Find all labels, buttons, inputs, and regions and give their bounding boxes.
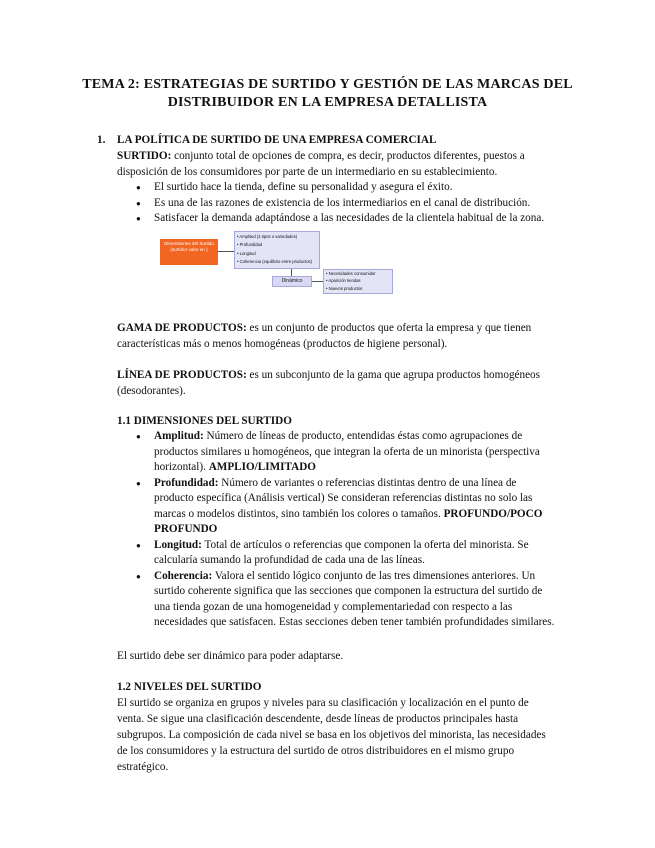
section-1-heading: LA POLÍTICA DE SURTIDO DE UNA EMPRESA COMERCIAL — [117, 134, 437, 146]
surtido-def-line-2: disposición de los consumidores por parte de un intermediario en su establecimiento. — [117, 166, 498, 178]
linea-def-line-1: es un subconjunto de la gama que agrupa productos homogéneos — [246, 369, 541, 381]
list-item: ● Satisfacer la demanda adaptándose a las necesidades de la clientela habitual de la zona. — [117, 211, 597, 227]
surtido-diagram — [160, 231, 395, 295]
longitud-line-1: Total de artículos o referencias que componen la oferta del minorista. Se — [201, 538, 529, 551]
list-item — [117, 569, 587, 631]
document-title — [60, 76, 595, 112]
coherencia-line-3: una tienda gozan de una homogeneidad y complementariedad con respecto a las — [154, 600, 513, 613]
gama-definition — [117, 320, 587, 352]
list-item: • Amplitud (4 tipos o variedades) — [237, 234, 298, 239]
dinamico-note: El surtido debe ser dinámico para poder adaptarse. — [117, 650, 344, 662]
amplitud-term: Amplitud: — [154, 430, 204, 442]
surtido-definition — [117, 148, 577, 180]
linea-def-line-2: (desodorantes). — [117, 385, 186, 397]
list-item — [117, 538, 587, 569]
list-item: • Nuevos productos — [326, 285, 363, 291]
diagram-dinamico-box: Dinámico — [272, 276, 312, 287]
profundidad-line-3: marcas o modelos distintos, sino también los colores o tamaños. — [154, 507, 444, 520]
diagram-orange-box: Dimensiones del Surtido (surtidor valor en ) — [160, 239, 218, 265]
gama-def-line-1: es un conjunto de productos que oferta la empresa y que tienen — [246, 322, 532, 334]
connector-line — [218, 251, 234, 252]
section-1-number: 1. — [97, 134, 106, 146]
title-line-2: DISTRIBUIDOR EN LA EMPRESA DETALLISTA — [167, 95, 488, 110]
amplitud-emphasis: AMPLIO/LIMITADO — [208, 461, 317, 473]
profundidad-emphasis-a: PROFUNDO/POCO — [443, 507, 543, 520]
profundidad-term: Profundidad: — [154, 476, 219, 489]
paragraph-line: de los consumidores y la estructura del surtido de otros distribuidores en el mismo grupo — [117, 745, 515, 757]
paragraph-line: subgrupos. La composición de cada nivel se basa en los objetivos del minorista, las necesidades — [117, 729, 546, 741]
coherencia-line-4: necesidades que satisfacen. Estas secciones deben tener también profundidades similares. — [154, 616, 555, 628]
list-item: ● Es una de las razones de existencia de los intermediarios en el canal de distribución. — [117, 196, 597, 212]
coherencia-line-1: Valora el sentido lógico conjunto de las tres dimensiones anteriores. Un — [212, 569, 536, 582]
list-item: ● El surtido hace la tienda, define su personalidad y asegura el éxito. — [117, 180, 597, 196]
section-1-2-body — [117, 695, 597, 775]
list-item — [117, 476, 587, 538]
profundidad-line-2: producto específica (Análisis vertical) Se consideran referencias distintas no solo las — [154, 492, 533, 504]
diagram-dimensions-list — [234, 231, 320, 269]
list-item: • Profundidad — [237, 242, 263, 248]
connector-arrow — [312, 281, 323, 282]
gama-term: GAMA DE PRODUCTOS: — [117, 322, 247, 334]
linea-term: LÍNEA DE PRODUCTOS: — [117, 369, 247, 381]
list-item: • Coherencia (equilibrio entre productos) — [237, 258, 313, 264]
list-item: • Longitud — [237, 250, 256, 256]
coherencia-term: Coherencia: — [154, 569, 213, 582]
profundidad-emphasis-b: PROFUNDO — [154, 523, 218, 535]
gama-def-line-2: características más o menos homogéneas (productos de higiene personal). — [117, 338, 448, 350]
diagram-dinamico-list — [323, 269, 393, 294]
amplitud-line-1: Número de líneas de producto, entendidas éstas como agrupaciones de — [203, 430, 523, 442]
surtido-def-line-1: conjunto total de opciones de compra, es decir, productos diferentes, puestos a — [171, 150, 525, 162]
title-line-1: TEMA 2: ESTRATEGIAS DE SURTIDO Y GESTIÓN DE LAS MARCAS DEL — [82, 77, 573, 92]
paragraph-line: El surtido se organiza en grupos y niveles para su clasificación y localización en el punto de — [117, 697, 529, 709]
surtido-bullets — [117, 180, 597, 227]
list-item: • Necesidades consumidor — [326, 271, 376, 276]
amplitud-line-3: horizontal). — [154, 461, 209, 473]
section-1-1-heading: 1.1 DIMENSIONES DEL SURTIDO — [117, 415, 292, 427]
amplitud-line-2: productos similares u homogéneos, que integran la oferta de un minorista (perspectiva — [154, 445, 540, 458]
paragraph-line: estratégico. — [117, 761, 169, 773]
longitud-line-2: calcularía sumando la profundidad de cada una de las líneas. — [154, 554, 425, 566]
paragraph-line: venta. Se sigue una clasificación descendente, desde líneas de productos principales hasta — [117, 713, 519, 725]
list-item — [117, 429, 587, 476]
surtido-term: SURTIDO: — [117, 150, 172, 162]
longitud-term: Longitud: — [154, 538, 202, 551]
connector-line — [291, 269, 292, 276]
profundidad-line-1: Número de variantes o referencias distintas dentro de una línea de — [218, 476, 517, 489]
dimensions-list — [117, 429, 587, 631]
coherencia-line-2: surtido coherente significa que las secciones que componen la estructura del surtido de — [154, 585, 543, 597]
linea-definition — [117, 367, 587, 399]
section-1-2-heading: 1.2 NIVELES DEL SURTIDO — [117, 681, 262, 693]
list-item: • Aparición tiendas — [326, 278, 361, 284]
